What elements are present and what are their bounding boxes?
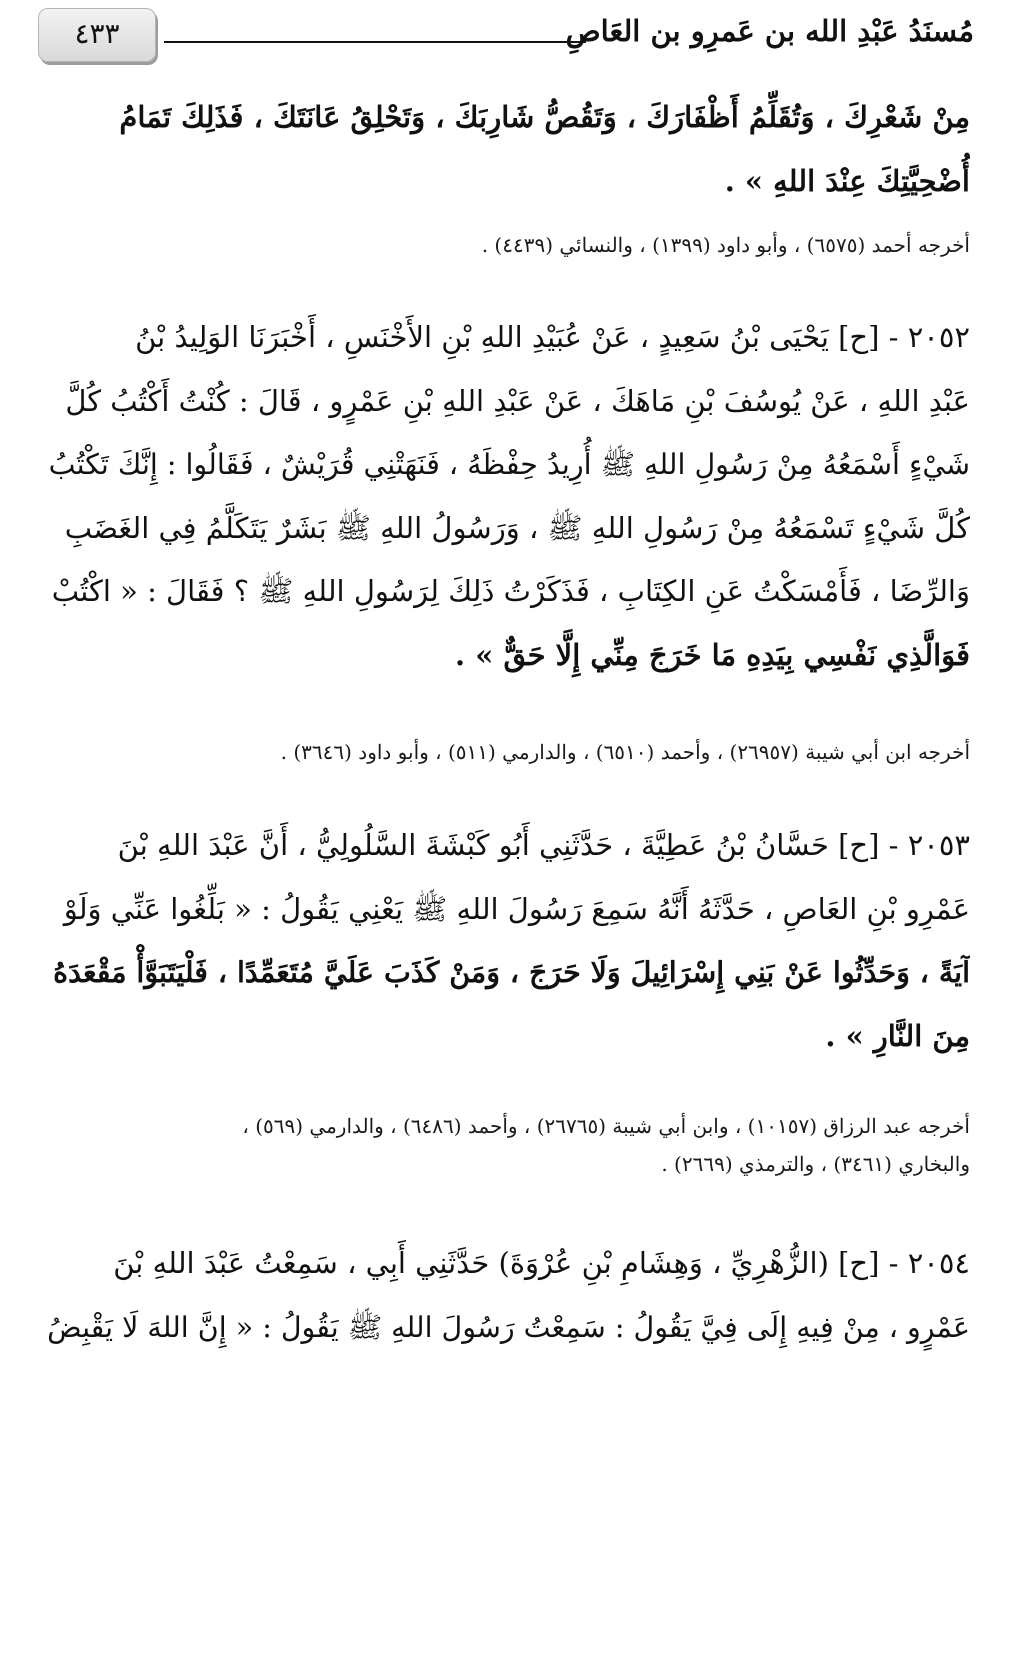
text-line: مِنَ النَّارِ » . xyxy=(825,1018,970,1053)
text-line: مِنْ شَعْرِكَ ، وَتُقَلِّمُ أَظْفَارَكَ ، وَتَقُصُّ شَارِبَكَ ، وَتَحْلِقُ عَانَتَكَ ، فَذَلِكَ تَمَامُ xyxy=(119,100,970,134)
text-line: وَالرِّضَا ، فَأَمْسَكْتُ عَنِ الكِتَابِ ، فَذَكَرْتُ ذَلِكَ لِرَسُولِ اللهِ ﷺ ؟ فَقَالَ : « اكْتُبْ xyxy=(51,574,970,608)
page-number-badge: ٤٣٣ xyxy=(38,8,156,62)
running-header xyxy=(36,8,974,64)
note-line: والبخاري (٣٤٦١) ، والترمذي (٢٦٦٩) . xyxy=(661,1152,970,1176)
header-rule xyxy=(164,41,586,43)
text-line: ٢٠٥٤ - [ح] (الزُّهْرِيِّ ، وَهِشَامِ بْنِ عُرْوَةَ) حَدَّثَنِي أَبِي ، سَمِعْتُ عَبْدَ اللهِ بْنَ xyxy=(113,1246,970,1280)
text-line: فَوَالَّذِي نَفْسِي بِيَدِهِ مَا خَرَجَ مِنِّي إِلَّا حَقٌّ » . xyxy=(455,637,970,672)
takhrij-note xyxy=(40,226,970,264)
text-line: كُلَّ شَيْءٍ تَسْمَعُهُ مِنْ رَسُولِ اللهِ ﷺ ، وَرَسُولُ اللهِ ﷺ بَشَرٌ يَتَكَلَّمُ فِي الغَضَبِ xyxy=(64,510,970,545)
text-line: ٢٠٥٣ - [ح] حَسَّانُ بْنُ عَطِيَّةَ ، حَدَّثَنِي أَبُو كَبْشَةَ السَّلُولِيُّ ، أَنَّ عَبْدَ اللهِ بْنَ xyxy=(117,828,970,862)
note-line: أخرجه أحمد (٦٥٧٥) ، وأبو داود (١٣٩٩) ، والنسائي (٤٤٣٩) . xyxy=(481,233,970,257)
running-title: مُسنَدُ عَبْدِ الله بن عَمرِو بن العَاصِ xyxy=(565,14,974,48)
takhrij-note xyxy=(40,1107,970,1183)
hadith-2053 xyxy=(40,814,970,1068)
text-line: عَمْرِو بْنِ العَاصِ ، حَدَّثَهُ أَنَّهُ سَمِعَ رَسُولَ اللهِ ﷺ يَعْنِي يَقُولُ : « بَلِّغُوا عَنِّي وَلَوْ xyxy=(63,891,970,926)
text-line: ٢٠٥٢ - [ح] يَحْيَى بْنُ سَعِيدٍ ، عَنْ عُبَيْدِ اللهِ بْنِ الأَخْنَسِ ، أَخْبَرَنَا الوَلِيدُ بْنُ xyxy=(135,320,970,354)
text-line: آيَةً ، وَحَدِّثُوا عَنْ بَنِي إِسْرَائِيلَ وَلَا حَرَجَ ، وَمَنْ كَذَبَ عَلَيَّ مُتَعَمِّدًا ، فَلْيَتَبَوَّأْ مَقْعَدَهُ xyxy=(53,955,970,989)
text-line: عَمْرٍو ، مِنْ فِيهِ إِلَى فِيَّ يَقُولُ : سَمِعْتُ رَسُولَ اللهِ ﷺ يَقُولُ : « إِنَّ اللهَ لَا يَقْبِضُ xyxy=(47,1310,970,1344)
note-line: أخرجه عبد الرزاق (١٠١٥٧) ، وابن أبي شيبة (٢٦٧٦٥) ، وأحمد (٦٤٨٦) ، والدارمي (٥٦٩) ، xyxy=(242,1114,970,1138)
text-line: شَيْءٍ أَسْمَعُهُ مِنْ رَسُولِ اللهِ ﷺ أُرِيدُ حِفْظَهُ ، فَنَهَتْنِي قُرَيْشٌ ، فَقَالُوا : إِنَّكَ تَكْتُبُ xyxy=(48,448,970,481)
hadith-2054 xyxy=(40,1232,970,1359)
text-line: أُضْحِيَّتِكَ عِنْدَ اللهِ » . xyxy=(724,163,970,198)
takhrij-note xyxy=(40,733,970,771)
hadith-2052 xyxy=(40,306,970,687)
text-line: عَبْدِ اللهِ ، عَنْ يُوسُفَ بْنِ مَاهَكَ ، عَنْ عَبْدِ اللهِ بْنِ عَمْرٍو ، قَالَ : كُنْتُ أَكْتُبُ كُلَّ xyxy=(65,383,970,418)
note-line: أخرجه ابن أبي شيبة (٢٦٩٥٧) ، وأحمد (٦٥١٠) ، والدارمي (٥١١) ، وأبو داود (٣٦٤٦) . xyxy=(280,740,970,764)
hadith-continuation xyxy=(40,86,970,213)
